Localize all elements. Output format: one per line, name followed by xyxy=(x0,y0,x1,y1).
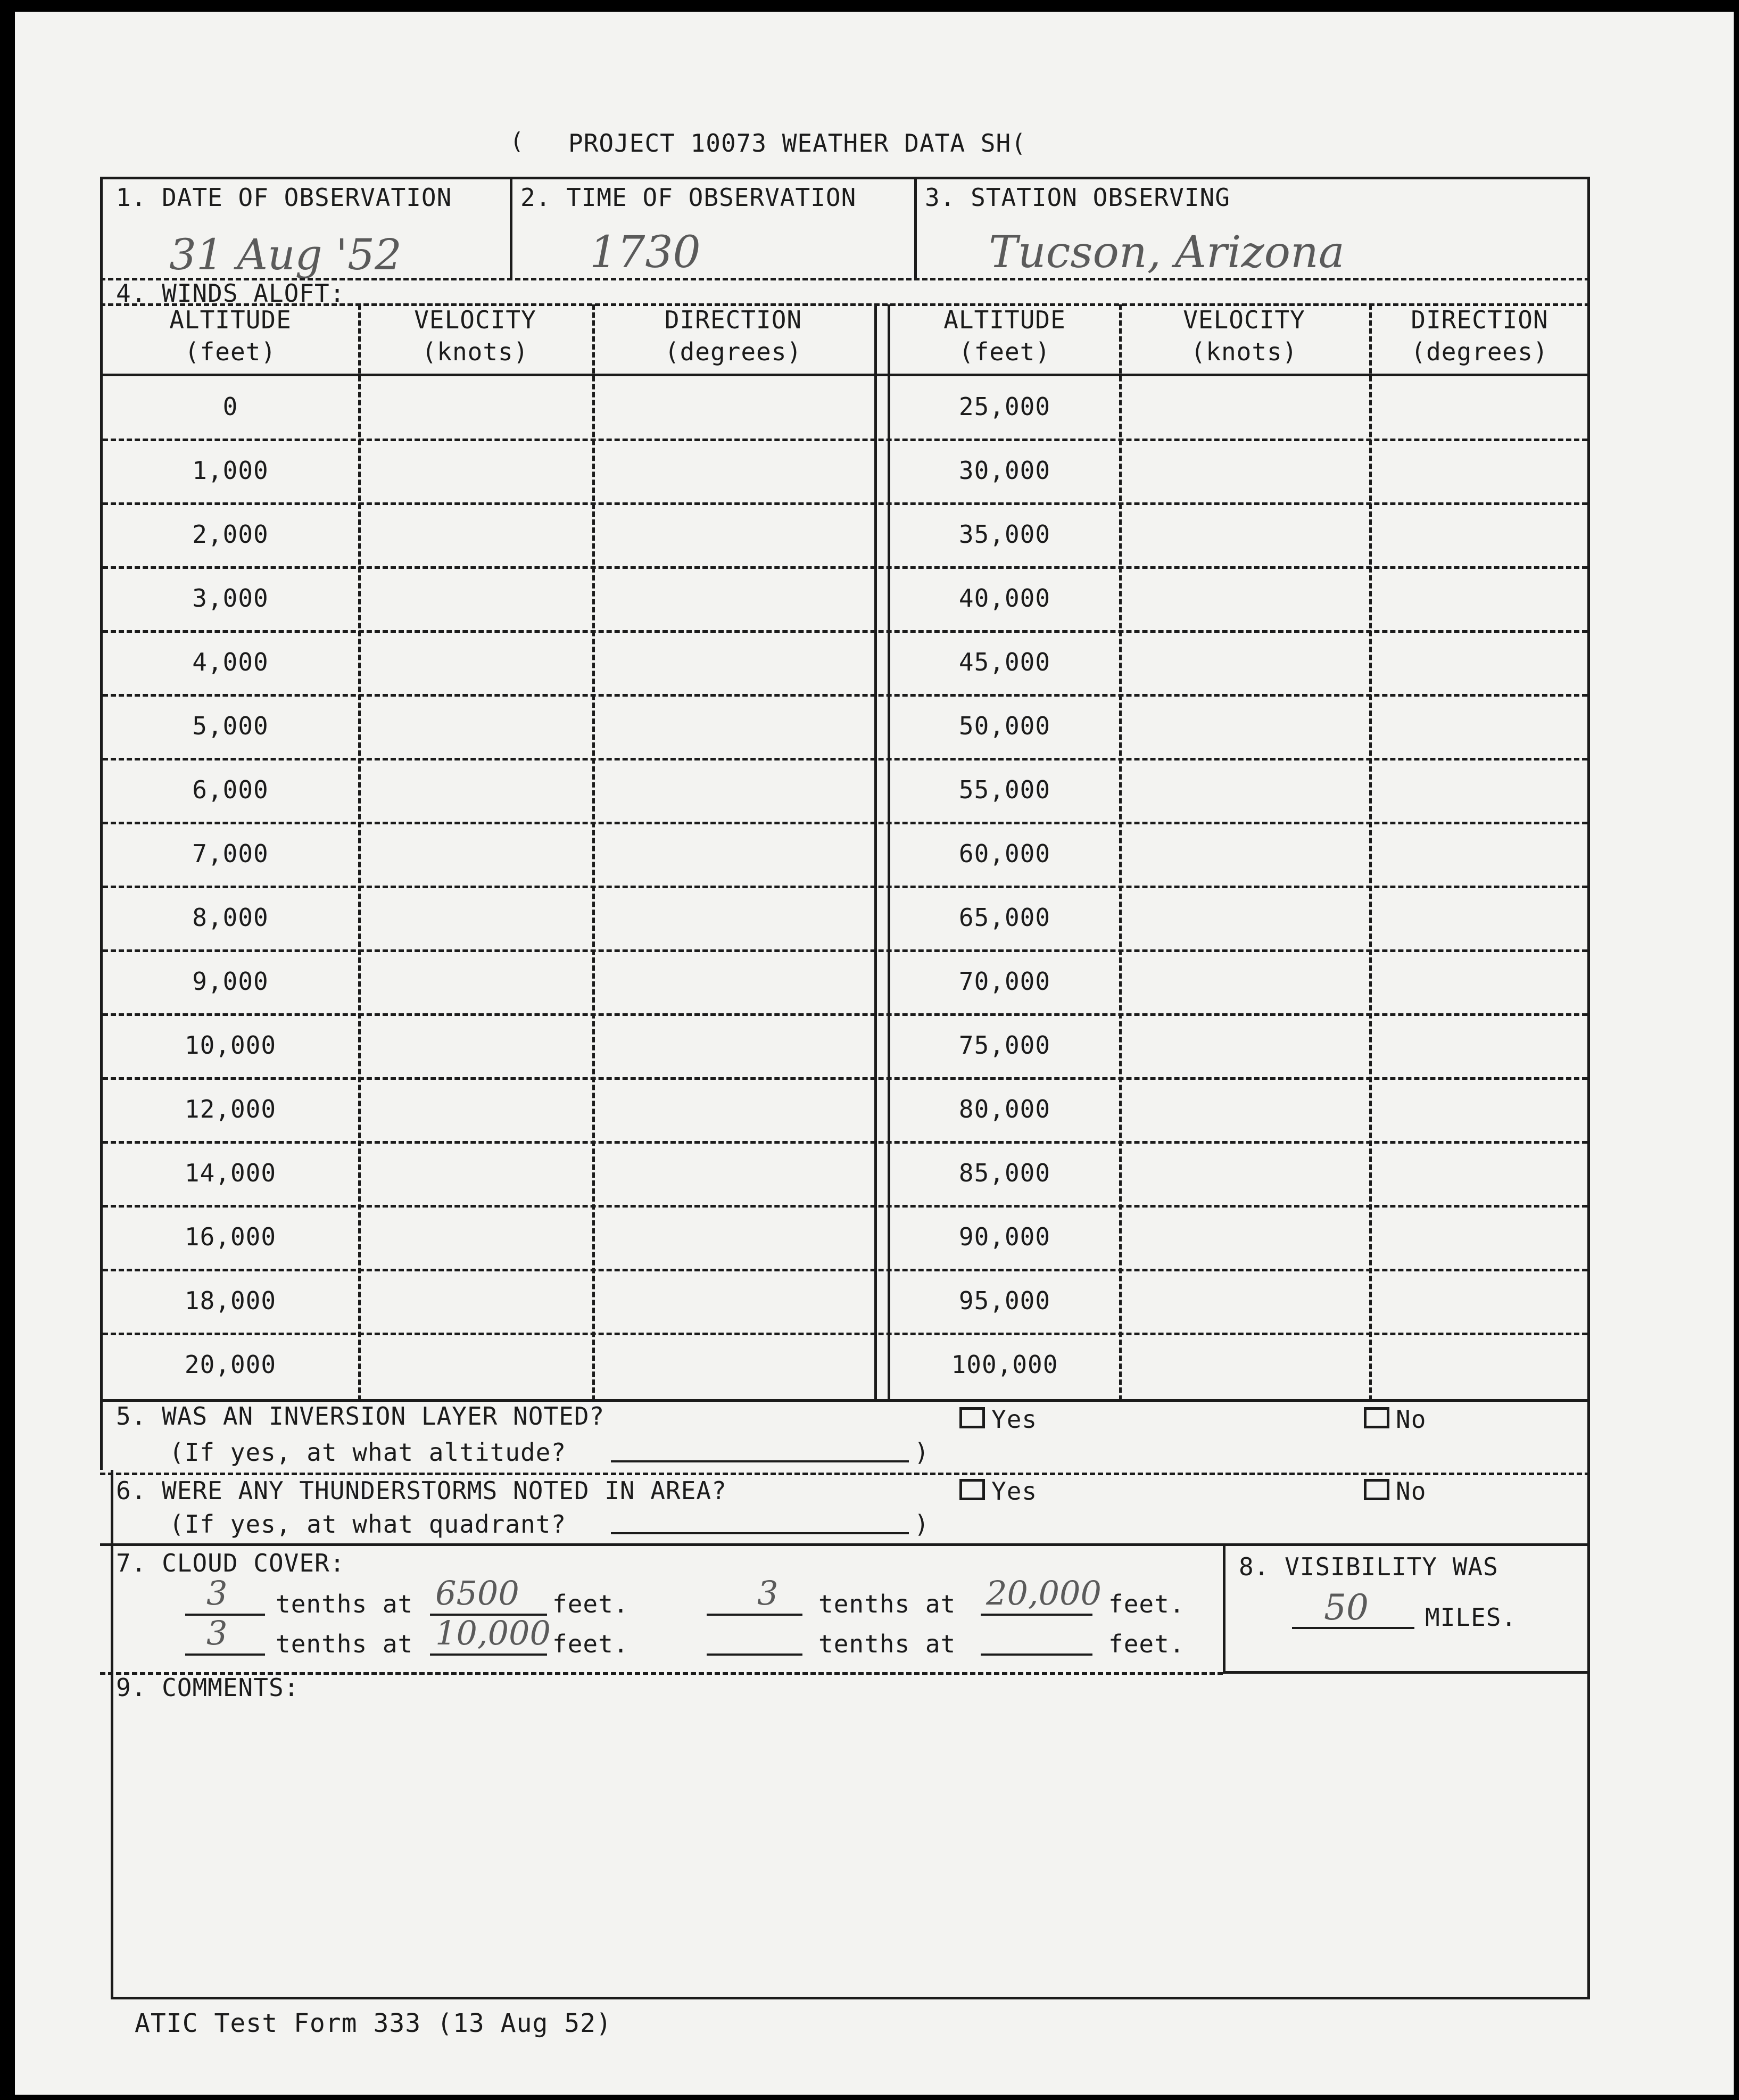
altitude-right-cell: 100,000 xyxy=(951,1350,1058,1379)
altitude-right-cell: 50,000 xyxy=(958,712,1051,740)
col-velocity-right: VELOCITY xyxy=(1183,305,1305,334)
winds-right-border xyxy=(1587,278,1590,1470)
section-6-top-border xyxy=(100,1473,1590,1475)
form-bottom-border xyxy=(111,1997,1590,1999)
visibility-label: 8. VISIBILITY WAS xyxy=(1239,1552,1498,1581)
form-footer: ATIC Test Form 333 (13 Aug 52) xyxy=(135,2008,612,2038)
altitude-right-cell: 30,000 xyxy=(958,456,1051,485)
cloud-2-tenths-word: tenths at xyxy=(818,1590,956,1618)
winds-center-divider-a xyxy=(874,304,877,1401)
altitude-right-cell: 55,000 xyxy=(958,775,1051,804)
winds-col-divider-2 xyxy=(592,304,595,1401)
altitude-left-cell: 0 xyxy=(222,392,238,421)
winds-col-divider-4 xyxy=(1119,304,1122,1401)
altitude-right-cell: 40,000 xyxy=(958,584,1051,613)
header-top-border xyxy=(100,177,1590,179)
col-velocity-unit-right: (knots) xyxy=(1190,337,1298,366)
winds-row-divider xyxy=(103,694,1587,697)
altitude-right-cell: 35,000 xyxy=(958,520,1051,549)
cloud-3-feet-word: feet. xyxy=(552,1630,629,1658)
altitude-right-cell: 65,000 xyxy=(958,903,1051,932)
visibility-unit: MILES. xyxy=(1425,1603,1517,1632)
time-label: 2. TIME OF OBSERVATION xyxy=(520,183,857,212)
winds-header-bottom xyxy=(100,374,1590,376)
altitude-left-cell: 8,000 xyxy=(192,903,269,932)
altitude-left-cell: 20,000 xyxy=(184,1350,277,1379)
altitude-right-cell: 70,000 xyxy=(958,967,1051,996)
cloud-1-tenths-word: tenths at xyxy=(276,1590,413,1618)
altitude-left-cell: 6,000 xyxy=(192,775,269,804)
altitude-left-cell: 2,000 xyxy=(192,520,269,549)
header-divider-1 xyxy=(510,177,512,280)
winds-section-label: 4. WINDS ALOFT: xyxy=(116,279,345,308)
altitude-left-cell: 1,000 xyxy=(192,456,269,485)
cloud-3-tenths: 3 xyxy=(206,1614,228,1652)
thunder-close-paren: ) xyxy=(914,1510,930,1539)
col-direction-unit-left: (degrees) xyxy=(664,337,802,366)
altitude-left-cell: 14,000 xyxy=(184,1159,277,1187)
section-7-top-border xyxy=(100,1543,1590,1546)
winds-row-divider xyxy=(103,1205,1587,1208)
altitude-left-cell: 12,000 xyxy=(184,1095,277,1123)
altitude-right-cell: 45,000 xyxy=(958,648,1051,676)
winds-row-divider xyxy=(103,886,1587,888)
section-8-bottom-border xyxy=(1223,1671,1590,1674)
cloud-1-feet-word: feet. xyxy=(552,1590,629,1618)
altitude-right-cell: 75,000 xyxy=(958,1031,1051,1060)
lower-right-border xyxy=(1587,1470,1590,1999)
thunder-no-label: No xyxy=(1396,1477,1427,1506)
winds-row-divider xyxy=(103,1077,1587,1080)
cloud-4-tenths-field[interactable] xyxy=(707,1653,802,1656)
col-altitude-unit-left: (feet) xyxy=(184,337,277,366)
winds-row-divider xyxy=(103,1269,1587,1271)
inversion-yes-checkbox[interactable] xyxy=(959,1407,985,1428)
form-sheet xyxy=(15,12,1734,2095)
inversion-question: 5. WAS AN INVERSION LAYER NOTED? xyxy=(116,1402,605,1431)
altitude-left-cell: 10,000 xyxy=(184,1031,277,1060)
altitude-right-cell: 90,000 xyxy=(958,1222,1051,1251)
thunder-quadrant-field[interactable] xyxy=(611,1532,909,1534)
cloud-1-tenths: 3 xyxy=(206,1574,228,1613)
cloud-2-feet-word: feet. xyxy=(1108,1590,1185,1618)
thunder-yes-label: Yes xyxy=(991,1477,1038,1506)
inversion-altitude-field[interactable] xyxy=(611,1460,909,1462)
altitude-left-cell: 4,000 xyxy=(192,648,269,676)
visibility-field[interactable] xyxy=(1292,1627,1414,1629)
altitude-right-cell: 80,000 xyxy=(958,1095,1051,1123)
cloud-3-tenths-field[interactable] xyxy=(185,1653,265,1656)
winds-row-divider xyxy=(103,502,1587,505)
header-right-border xyxy=(1587,177,1590,283)
col-altitude-left: ALTITUDE xyxy=(169,305,292,334)
thunder-followup: (If yes, at what quadrant? xyxy=(169,1510,567,1539)
altitude-right-cell: 60,000 xyxy=(958,839,1051,868)
inversion-no-label: No xyxy=(1396,1405,1427,1434)
cloud-3-tenths-word: tenths at xyxy=(276,1630,413,1658)
col-velocity-left: VELOCITY xyxy=(414,305,536,334)
cloud-3-feet-field[interactable] xyxy=(430,1653,547,1656)
inversion-yes-label: Yes xyxy=(991,1405,1038,1434)
altitude-left-cell: 7,000 xyxy=(192,839,269,868)
winds-row-divider xyxy=(103,1141,1587,1144)
col-direction-left: DIRECTION xyxy=(664,305,802,334)
col-direction-right: DIRECTION xyxy=(1411,305,1548,334)
winds-row-divider xyxy=(103,822,1587,824)
station-value: Tucson, Arizona xyxy=(989,227,1345,278)
comments-area[interactable] xyxy=(127,1707,1574,1989)
cloud-2-tenths-field[interactable] xyxy=(707,1614,802,1616)
date-value: 31 Aug '52 xyxy=(169,230,402,279)
altitude-right-cell: 25,000 xyxy=(958,392,1051,421)
winds-col-divider-5 xyxy=(1369,304,1372,1401)
visibility-value: 50 xyxy=(1324,1587,1369,1628)
col-direction-unit-right: (degrees) xyxy=(1411,337,1548,366)
altitude-left-cell: 5,000 xyxy=(192,712,269,740)
col-velocity-unit-left: (knots) xyxy=(421,337,529,366)
time-value: 1730 xyxy=(590,227,701,278)
inversion-close-paren: ) xyxy=(914,1438,930,1467)
thunder-question: 6. WERE ANY THUNDERSTORMS NOTED IN AREA? xyxy=(116,1476,727,1505)
thunder-no-checkbox[interactable] xyxy=(1364,1479,1389,1500)
form-title: PROJECT 10073 WEATHER DATA SH( xyxy=(568,129,1026,158)
inversion-no-checkbox[interactable] xyxy=(1364,1407,1389,1428)
winds-row-divider xyxy=(103,1333,1587,1335)
winds-row-divider xyxy=(103,1013,1587,1016)
altitude-right-cell: 95,000 xyxy=(958,1286,1051,1315)
cloud-2-tenths: 3 xyxy=(757,1574,779,1613)
station-label: 3. STATION OBSERVING xyxy=(925,183,1230,212)
title-paren: ( xyxy=(510,128,525,155)
lower-left-border xyxy=(111,1470,113,1999)
winds-row-divider xyxy=(103,566,1587,569)
cloud-4-feet-field[interactable] xyxy=(981,1653,1092,1656)
header-divider-2 xyxy=(914,177,917,280)
altitude-left-cell: 18,000 xyxy=(184,1286,277,1315)
cloud-cover-label: 7. CLOUD COVER: xyxy=(116,1549,345,1577)
comments-label: 9. COMMENTS: xyxy=(116,1673,300,1702)
col-altitude-right: ALTITUDE xyxy=(943,305,1066,334)
thunder-yes-checkbox[interactable] xyxy=(959,1479,985,1500)
cloud-3-feet: 10,000 xyxy=(435,1614,551,1652)
winds-row-divider xyxy=(103,949,1587,952)
altitude-left-cell: 9,000 xyxy=(192,967,269,996)
winds-col-divider-1 xyxy=(358,304,361,1401)
winds-row-divider xyxy=(103,630,1587,633)
winds-row-divider xyxy=(103,439,1587,441)
inversion-followup: (If yes, at what altitude? xyxy=(169,1438,567,1467)
cloud-2-feet: 20,000 xyxy=(986,1574,1102,1613)
col-altitude-unit-right: (feet) xyxy=(958,337,1051,366)
cloud-4-tenths-word: tenths at xyxy=(818,1630,956,1658)
altitude-right-cell: 85,000 xyxy=(958,1159,1051,1187)
cloud-1-feet: 6500 xyxy=(435,1574,519,1613)
cloud-2-feet-field[interactable] xyxy=(981,1614,1092,1616)
altitude-left-cell: 16,000 xyxy=(184,1222,277,1251)
winds-row-divider xyxy=(103,758,1587,760)
altitude-left-cell: 3,000 xyxy=(192,584,269,613)
date-label: 1. DATE OF OBSERVATION xyxy=(116,183,452,212)
cloud-4-feet-word: feet. xyxy=(1108,1630,1185,1658)
section-7-8-divider xyxy=(1223,1543,1225,1674)
